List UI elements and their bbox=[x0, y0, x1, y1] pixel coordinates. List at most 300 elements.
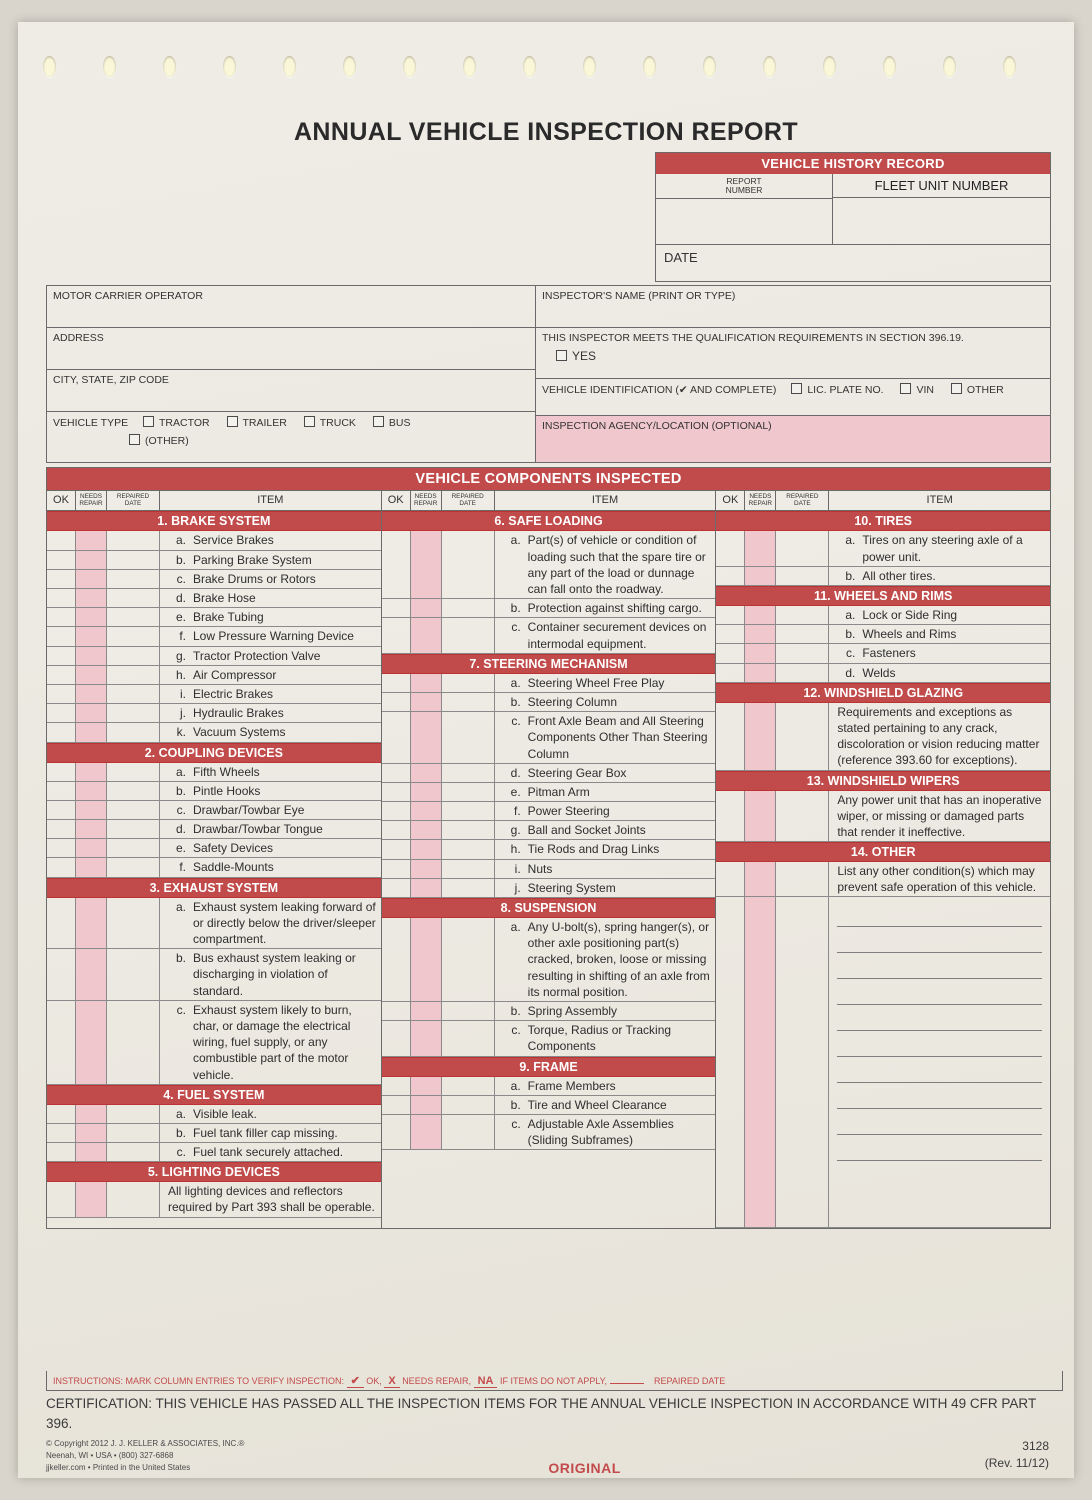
ok-checkbox-cell[interactable] bbox=[716, 862, 745, 896]
needs-repair-cell[interactable] bbox=[76, 723, 107, 741]
repaired-date-blank[interactable] bbox=[610, 1383, 644, 1384]
item-label: Fasteners bbox=[862, 646, 916, 661]
inspection-item-row bbox=[382, 693, 716, 712]
ok-checkbox-cell[interactable] bbox=[47, 858, 76, 876]
mark-ok: ✔ bbox=[347, 1375, 364, 1388]
item-text bbox=[495, 599, 716, 617]
repaired-date-cell[interactable] bbox=[442, 840, 495, 858]
carrier-inspector-block bbox=[46, 285, 1051, 463]
repaired-date-cell[interactable] bbox=[107, 589, 160, 607]
item-letter: b. bbox=[510, 1097, 521, 1112]
ok-checkbox-cell[interactable] bbox=[716, 703, 745, 770]
repaired-date-cell[interactable] bbox=[442, 918, 495, 1001]
ok-checkbox-cell[interactable] bbox=[47, 531, 76, 549]
checkbox-icon[interactable] bbox=[373, 416, 384, 427]
ok-checkbox-cell[interactable] bbox=[47, 551, 76, 569]
item-label: Electric Brakes bbox=[193, 686, 274, 701]
vehicle-id-vin[interactable]: VIN bbox=[900, 384, 934, 396]
vehicle-type-truck[interactable]: TRUCK bbox=[304, 417, 356, 429]
item-letter: e. bbox=[510, 784, 521, 799]
inspection-item-row bbox=[47, 1001, 381, 1085]
item-text bbox=[160, 1105, 381, 1123]
needs-repair-cell[interactable] bbox=[411, 840, 442, 858]
ok-checkbox-cell[interactable] bbox=[382, 712, 411, 763]
ok-checkbox-cell[interactable] bbox=[382, 860, 411, 878]
needs-repair-cell[interactable] bbox=[76, 589, 107, 607]
item-label: Part(s) of vehicle or condition of loading such that the spare tire or any part of the load or dunnage can fall onto the roadway. bbox=[527, 533, 706, 596]
inspection-item-row bbox=[382, 764, 716, 783]
repaired-date-cell[interactable] bbox=[776, 606, 829, 624]
repaired-date-cell[interactable] bbox=[107, 1182, 160, 1216]
ok-checkbox-cell[interactable] bbox=[382, 618, 411, 652]
ok-checkbox-cell[interactable] bbox=[716, 791, 745, 842]
vehicle-id-lic-plate[interactable]: LIC. PLATE NO. bbox=[791, 384, 883, 396]
item-text bbox=[160, 666, 381, 684]
repaired-date-cell[interactable] bbox=[442, 1096, 495, 1114]
ok-checkbox-cell[interactable] bbox=[382, 783, 411, 801]
punch-hole bbox=[343, 56, 356, 77]
repaired-date-cell[interactable] bbox=[442, 764, 495, 782]
ok-checkbox-cell[interactable] bbox=[47, 1143, 76, 1161]
needs-repair-cell[interactable] bbox=[76, 666, 107, 684]
inspection-item-row bbox=[716, 567, 1050, 586]
repaired-date-cell[interactable] bbox=[107, 647, 160, 665]
item-letter: a. bbox=[510, 920, 521, 934]
repaired-date-cell[interactable] bbox=[107, 627, 160, 645]
repaired-date-cell[interactable] bbox=[442, 1002, 495, 1020]
section-title: 4. FUEL SYSTEM bbox=[47, 1085, 381, 1105]
ok-checkbox-cell[interactable] bbox=[716, 897, 745, 1227]
repaired-date-cell[interactable] bbox=[776, 897, 829, 1227]
repaired-date-cell[interactable] bbox=[107, 1143, 160, 1161]
ok-checkbox-cell[interactable] bbox=[47, 782, 76, 800]
qualification-yes-checkbox[interactable]: YES bbox=[556, 349, 1044, 363]
item-letter: g. bbox=[510, 823, 521, 838]
header-ok: OK bbox=[716, 491, 745, 510]
punch-hole bbox=[103, 56, 116, 77]
item-letter: c. bbox=[511, 1023, 521, 1038]
item-text bbox=[160, 589, 381, 607]
label-ok: OK, bbox=[366, 1376, 382, 1386]
needs-repair-cell[interactable] bbox=[76, 1143, 107, 1161]
instructions-prefix: INSTRUCTIONS: MARK COLUMN ENTRIES TO VERIFY INSPECTION: bbox=[53, 1376, 345, 1386]
header-needs-repair: NEEDS REPAIR bbox=[745, 491, 776, 510]
ok-checkbox-cell[interactable] bbox=[382, 1021, 411, 1055]
needs-repair-cell[interactable] bbox=[411, 618, 442, 652]
repaired-date-cell[interactable] bbox=[776, 703, 829, 770]
needs-repair-cell[interactable] bbox=[745, 862, 776, 896]
item-letter: j. bbox=[180, 706, 186, 721]
certification-statement: CERTIFICATION: THIS VEHICLE HAS PASSED ALL THE INSPECTION ITEMS FOR THE ANNUAL VEHICLE INSPECTION IN ACCORDANCE WITH 49 CFR PART 396. bbox=[46, 1396, 1036, 1431]
repaired-date-cell[interactable] bbox=[107, 551, 160, 569]
item-letter: d. bbox=[175, 591, 186, 605]
item-letter: k. bbox=[176, 725, 186, 740]
repaired-date-cell[interactable] bbox=[442, 599, 495, 617]
ok-checkbox-cell[interactable] bbox=[716, 606, 745, 624]
needs-repair-cell[interactable] bbox=[76, 627, 107, 645]
needs-repair-cell[interactable] bbox=[411, 674, 442, 692]
repaired-date-cell[interactable] bbox=[776, 531, 829, 565]
repaired-date-cell[interactable] bbox=[107, 1001, 160, 1084]
write-in-line[interactable] bbox=[837, 927, 1042, 953]
item-text bbox=[160, 723, 381, 741]
write-in-line[interactable] bbox=[837, 1031, 1042, 1057]
punch-hole bbox=[523, 56, 536, 77]
item-text bbox=[160, 1143, 381, 1161]
ok-checkbox-cell[interactable] bbox=[382, 531, 411, 598]
ok-checkbox-cell[interactable] bbox=[382, 1115, 411, 1149]
repaired-date-cell[interactable] bbox=[107, 763, 160, 781]
needs-repair-cell[interactable] bbox=[76, 949, 107, 1000]
punch-hole bbox=[43, 56, 56, 77]
ok-checkbox-cell[interactable] bbox=[47, 949, 76, 1000]
report-number-field[interactable] bbox=[656, 198, 832, 244]
ok-checkbox-cell[interactable] bbox=[47, 589, 76, 607]
needs-repair-cell[interactable] bbox=[76, 898, 107, 949]
item-text bbox=[160, 685, 381, 703]
ok-checkbox-cell[interactable] bbox=[382, 879, 411, 897]
section-title: 5. LIGHTING DEVICES bbox=[47, 1162, 381, 1182]
item-text bbox=[829, 531, 1050, 565]
item-text bbox=[495, 840, 716, 858]
needs-repair-cell[interactable] bbox=[411, 1002, 442, 1020]
inspection-item-row bbox=[47, 608, 381, 627]
instructions-bar bbox=[46, 1371, 1063, 1391]
footer bbox=[46, 1438, 1049, 1476]
repaired-date-cell[interactable] bbox=[776, 567, 829, 585]
inspection-item-row bbox=[382, 860, 716, 879]
ok-checkbox-cell[interactable] bbox=[716, 644, 745, 662]
item-label: Tire and Wheel Clearance bbox=[527, 1097, 667, 1112]
needs-repair-cell[interactable] bbox=[76, 685, 107, 703]
item-text bbox=[829, 567, 1050, 585]
blank-write-in-lines[interactable] bbox=[829, 897, 1050, 1227]
item-label: Drawbar/Towbar Eye bbox=[193, 802, 305, 817]
inspection-item-row bbox=[382, 879, 716, 898]
needs-repair-cell[interactable] bbox=[411, 712, 442, 763]
needs-repair-cell[interactable] bbox=[745, 531, 776, 565]
write-in-line[interactable] bbox=[837, 1083, 1042, 1109]
item-label: Wheels and Rims bbox=[862, 627, 957, 642]
needs-repair-cell[interactable] bbox=[76, 820, 107, 838]
repaired-date-cell[interactable] bbox=[776, 625, 829, 643]
needs-repair-cell[interactable] bbox=[745, 791, 776, 842]
date-label[interactable]: DATE bbox=[656, 244, 1050, 281]
footer-form-number: 3128 bbox=[1022, 1439, 1049, 1453]
item-letter: g. bbox=[175, 648, 186, 663]
vehicle-type-trailer[interactable]: TRAILER bbox=[227, 417, 287, 429]
ok-checkbox-cell[interactable] bbox=[382, 693, 411, 711]
ok-checkbox-cell[interactable] bbox=[47, 704, 76, 722]
needs-repair-cell[interactable] bbox=[745, 606, 776, 624]
ok-checkbox-cell[interactable] bbox=[716, 567, 745, 585]
column-header-row bbox=[47, 490, 381, 511]
header-ok: OK bbox=[382, 491, 411, 510]
inspection-agency-field[interactable]: INSPECTION AGENCY/LOCATION (OPTIONAL) bbox=[536, 416, 1050, 462]
address-field[interactable]: ADDRESS bbox=[47, 328, 535, 370]
needs-repair-cell[interactable] bbox=[76, 839, 107, 857]
needs-repair-cell[interactable] bbox=[76, 531, 107, 549]
item-text bbox=[495, 783, 716, 801]
needs-repair-cell[interactable] bbox=[411, 1096, 442, 1114]
item-text bbox=[160, 763, 381, 781]
needs-repair-cell[interactable] bbox=[76, 608, 107, 626]
needs-repair-cell[interactable] bbox=[411, 821, 442, 839]
write-in-line[interactable] bbox=[837, 1057, 1042, 1083]
repaired-date-cell[interactable] bbox=[442, 821, 495, 839]
ok-checkbox-cell[interactable] bbox=[47, 1105, 76, 1123]
section-title: 13. WINDSHIELD WIPERS bbox=[716, 771, 1050, 791]
ok-checkbox-cell[interactable] bbox=[47, 627, 76, 645]
checkbox-icon[interactable] bbox=[900, 383, 911, 394]
checkbox-icon[interactable] bbox=[791, 383, 802, 394]
repaired-date-cell[interactable] bbox=[442, 860, 495, 878]
repaired-date-cell[interactable] bbox=[442, 783, 495, 801]
fleet-unit-number-field[interactable] bbox=[833, 197, 1050, 243]
repaired-date-cell[interactable] bbox=[442, 879, 495, 897]
checkbox-icon[interactable] bbox=[304, 416, 315, 427]
needs-repair-cell[interactable] bbox=[411, 783, 442, 801]
needs-repair-cell[interactable] bbox=[76, 858, 107, 876]
ok-checkbox-cell[interactable] bbox=[47, 1182, 76, 1216]
repaired-date-cell[interactable] bbox=[107, 782, 160, 800]
item-letter: d. bbox=[510, 765, 521, 780]
item-label: Brake Hose bbox=[193, 591, 256, 605]
needs-repair-cell[interactable] bbox=[411, 1021, 442, 1055]
item-label: Pitman Arm bbox=[527, 784, 590, 799]
repaired-date-cell[interactable] bbox=[107, 531, 160, 549]
needs-repair-cell[interactable] bbox=[76, 551, 107, 569]
item-label: Vacuum Systems bbox=[193, 725, 286, 740]
section-title: 6. SAFE LOADING bbox=[382, 511, 716, 531]
ok-checkbox-cell[interactable] bbox=[47, 763, 76, 781]
needs-repair-cell[interactable] bbox=[411, 531, 442, 598]
item-text bbox=[829, 644, 1050, 662]
item-letter: d. bbox=[175, 822, 186, 837]
item-letter: b. bbox=[175, 951, 186, 966]
item-text bbox=[495, 764, 716, 782]
needs-repair-cell[interactable] bbox=[76, 570, 107, 588]
item-text bbox=[160, 949, 381, 1000]
needs-repair-cell[interactable] bbox=[411, 599, 442, 617]
ok-checkbox-cell[interactable] bbox=[47, 839, 76, 857]
ok-checkbox-cell[interactable] bbox=[47, 1124, 76, 1142]
ok-checkbox-cell[interactable] bbox=[382, 821, 411, 839]
repaired-date-cell[interactable] bbox=[442, 1077, 495, 1095]
repaired-date-cell[interactable] bbox=[442, 712, 495, 763]
repaired-date-cell[interactable] bbox=[107, 1124, 160, 1142]
repaired-date-cell[interactable] bbox=[107, 666, 160, 684]
ok-checkbox-cell[interactable] bbox=[47, 570, 76, 588]
repaired-date-cell[interactable] bbox=[107, 570, 160, 588]
inspection-item-row bbox=[382, 802, 716, 821]
repaired-date-cell[interactable] bbox=[107, 801, 160, 819]
needs-repair-cell[interactable] bbox=[76, 782, 107, 800]
write-in-line[interactable] bbox=[837, 1109, 1042, 1135]
item-label: Steering Wheel Free Play bbox=[527, 675, 665, 690]
repaired-date-cell[interactable] bbox=[442, 693, 495, 711]
needs-repair-cell[interactable] bbox=[411, 860, 442, 878]
item-text bbox=[495, 712, 716, 763]
item-letter: b. bbox=[845, 568, 856, 583]
checkbox-icon[interactable] bbox=[227, 416, 238, 427]
repaired-date-cell[interactable] bbox=[776, 664, 829, 682]
ok-checkbox-cell[interactable] bbox=[382, 918, 411, 1001]
vehicle-history-record bbox=[655, 152, 1051, 282]
repaired-date-cell[interactable] bbox=[442, 618, 495, 652]
needs-repair-cell[interactable] bbox=[411, 879, 442, 897]
ok-checkbox-cell[interactable] bbox=[47, 723, 76, 741]
needs-repair-cell[interactable] bbox=[76, 1124, 107, 1142]
item-letter: i. bbox=[180, 686, 186, 701]
ok-checkbox-cell[interactable] bbox=[47, 647, 76, 665]
needs-repair-cell[interactable] bbox=[745, 567, 776, 585]
footer-address: Neenah, WI • USA • (800) 327-6868 bbox=[46, 1451, 174, 1460]
repaired-date-cell[interactable] bbox=[776, 862, 829, 896]
inspection-item-row bbox=[47, 647, 381, 666]
ok-checkbox-cell[interactable] bbox=[382, 802, 411, 820]
ok-checkbox-cell[interactable] bbox=[382, 1077, 411, 1095]
needs-repair-cell[interactable] bbox=[411, 693, 442, 711]
repaired-date-cell[interactable] bbox=[442, 531, 495, 598]
needs-repair-cell[interactable] bbox=[76, 1001, 107, 1084]
section-title: 2. COUPLING DEVICES bbox=[47, 743, 381, 763]
item-label: Exhaust system likely to burn, char, or damage the electrical wiring, fuel supply, or any combustible part of the motor vehicle. bbox=[193, 1002, 352, 1082]
header-repaired-date: REPAIRED DATE bbox=[107, 491, 160, 510]
repaired-date-cell[interactable] bbox=[107, 1105, 160, 1123]
ok-checkbox-cell[interactable] bbox=[47, 898, 76, 949]
repaired-date-cell[interactable] bbox=[107, 839, 160, 857]
vehicle-id-other[interactable]: OTHER bbox=[951, 384, 1004, 396]
item-label: Power Steering bbox=[527, 804, 610, 819]
checkbox-icon[interactable] bbox=[951, 383, 962, 394]
ok-checkbox-cell[interactable] bbox=[716, 664, 745, 682]
repaired-date-cell[interactable] bbox=[776, 644, 829, 662]
ok-checkbox-cell[interactable] bbox=[47, 666, 76, 684]
item-text bbox=[495, 860, 716, 878]
inspection-item-row bbox=[47, 570, 381, 589]
punch-hole bbox=[883, 56, 896, 77]
needs-repair-cell[interactable] bbox=[76, 763, 107, 781]
ok-checkbox-cell[interactable] bbox=[47, 801, 76, 819]
item-label: Spring Assembly bbox=[527, 1003, 618, 1018]
repaired-date-cell[interactable] bbox=[442, 802, 495, 820]
repaired-date-cell[interactable] bbox=[107, 820, 160, 838]
vehicle-components-table bbox=[46, 467, 1051, 1229]
needs-repair-cell[interactable] bbox=[745, 897, 776, 1227]
write-in-line[interactable] bbox=[837, 1135, 1042, 1161]
mark-na: NA bbox=[474, 1375, 498, 1388]
needs-repair-cell[interactable] bbox=[411, 802, 442, 820]
ok-checkbox-cell[interactable] bbox=[47, 1001, 76, 1084]
needs-repair-cell[interactable] bbox=[411, 1115, 442, 1149]
repaired-date-cell[interactable] bbox=[107, 608, 160, 626]
item-text bbox=[160, 647, 381, 665]
needs-repair-cell[interactable] bbox=[76, 704, 107, 722]
repaired-date-cell[interactable] bbox=[107, 723, 160, 741]
repaired-date-cell[interactable] bbox=[442, 674, 495, 692]
repaired-date-cell[interactable] bbox=[107, 949, 160, 1000]
checkbox-icon[interactable] bbox=[556, 350, 567, 361]
ok-checkbox-cell[interactable] bbox=[382, 764, 411, 782]
repaired-date-cell[interactable] bbox=[776, 791, 829, 842]
write-in-line[interactable] bbox=[837, 901, 1042, 927]
item-letter: c. bbox=[176, 1145, 186, 1160]
ok-checkbox-cell[interactable] bbox=[382, 1002, 411, 1020]
inspection-item-row bbox=[47, 949, 381, 1001]
ok-checkbox-cell[interactable] bbox=[382, 840, 411, 858]
vehicle-type-bus[interactable]: BUS bbox=[373, 417, 411, 429]
item-label: Any U-bolt(s), spring hanger(s), or other axle positioning part(s) cracked, broken, loose or missing resulting in shifting of an axle from its normal position. bbox=[527, 920, 710, 999]
needs-repair-cell[interactable] bbox=[411, 918, 442, 1001]
needs-repair-cell[interactable] bbox=[745, 625, 776, 643]
needs-repair-cell[interactable] bbox=[745, 664, 776, 682]
needs-repair-cell[interactable] bbox=[411, 764, 442, 782]
ok-checkbox-cell[interactable] bbox=[47, 608, 76, 626]
repaired-date-cell[interactable] bbox=[107, 858, 160, 876]
punch-hole bbox=[763, 56, 776, 77]
checkbox-icon[interactable] bbox=[129, 434, 140, 445]
write-in-line[interactable] bbox=[837, 953, 1042, 979]
repaired-date-cell[interactable] bbox=[107, 898, 160, 949]
city-state-zip-field[interactable]: CITY, STATE, ZIP CODE bbox=[47, 370, 535, 412]
needs-repair-cell[interactable] bbox=[76, 801, 107, 819]
needs-repair-cell[interactable] bbox=[76, 1105, 107, 1123]
checkbox-icon[interactable] bbox=[143, 416, 154, 427]
repaired-date-cell[interactable] bbox=[442, 1115, 495, 1149]
item-label: Frame Members bbox=[527, 1078, 616, 1093]
inspection-item-row bbox=[716, 862, 1050, 897]
needs-repair-cell[interactable] bbox=[76, 1182, 107, 1216]
item-label: Parking Brake System bbox=[193, 552, 312, 567]
item-label: Tractor Protection Valve bbox=[193, 648, 321, 663]
ok-checkbox-cell[interactable] bbox=[382, 1096, 411, 1114]
needs-repair-cell[interactable] bbox=[76, 647, 107, 665]
inspection-item-row bbox=[382, 821, 716, 840]
needs-repair-cell[interactable] bbox=[745, 703, 776, 770]
repaired-date-cell[interactable] bbox=[107, 704, 160, 722]
ok-checkbox-cell[interactable] bbox=[47, 820, 76, 838]
item-label: Low Pressure Warning Device bbox=[193, 629, 354, 644]
ok-checkbox-cell[interactable] bbox=[716, 625, 745, 643]
ok-checkbox-cell[interactable] bbox=[382, 674, 411, 692]
motor-carrier-operator-field[interactable]: MOTOR CARRIER OPERATOR bbox=[47, 286, 535, 328]
ok-checkbox-cell[interactable] bbox=[382, 599, 411, 617]
footer-copyright: © Copyright 2012 J. J. KELLER & ASSOCIATES, INC.® bbox=[46, 1439, 245, 1448]
item-text bbox=[160, 704, 381, 722]
item-letter: a. bbox=[175, 899, 186, 914]
item-text bbox=[160, 570, 381, 588]
item-letter: h. bbox=[510, 842, 521, 857]
needs-repair-cell[interactable] bbox=[411, 1077, 442, 1095]
inspection-item-row bbox=[47, 1182, 381, 1217]
write-in-line[interactable] bbox=[837, 979, 1042, 1005]
inspector-name-field[interactable]: INSPECTOR'S NAME (PRINT OR TYPE) bbox=[536, 286, 1050, 328]
components-column-3 bbox=[716, 490, 1050, 1228]
label-needs-repair: NEEDS REPAIR, bbox=[402, 1376, 472, 1386]
repaired-date-cell[interactable] bbox=[442, 1021, 495, 1055]
item-letter: f. bbox=[179, 860, 186, 875]
section-title: 10. TIRES bbox=[716, 511, 1050, 531]
needs-repair-cell[interactable] bbox=[745, 644, 776, 662]
vehicle-type-other[interactable]: (OTHER) bbox=[129, 434, 529, 447]
vehicle-type-tractor[interactable]: TRACTOR bbox=[143, 417, 210, 429]
vehicle-type-label: VEHICLE TYPE bbox=[53, 417, 129, 429]
write-in-line[interactable] bbox=[837, 1005, 1042, 1031]
ok-checkbox-cell[interactable] bbox=[716, 531, 745, 565]
repaired-date-cell[interactable] bbox=[107, 685, 160, 703]
ok-checkbox-cell[interactable] bbox=[47, 685, 76, 703]
